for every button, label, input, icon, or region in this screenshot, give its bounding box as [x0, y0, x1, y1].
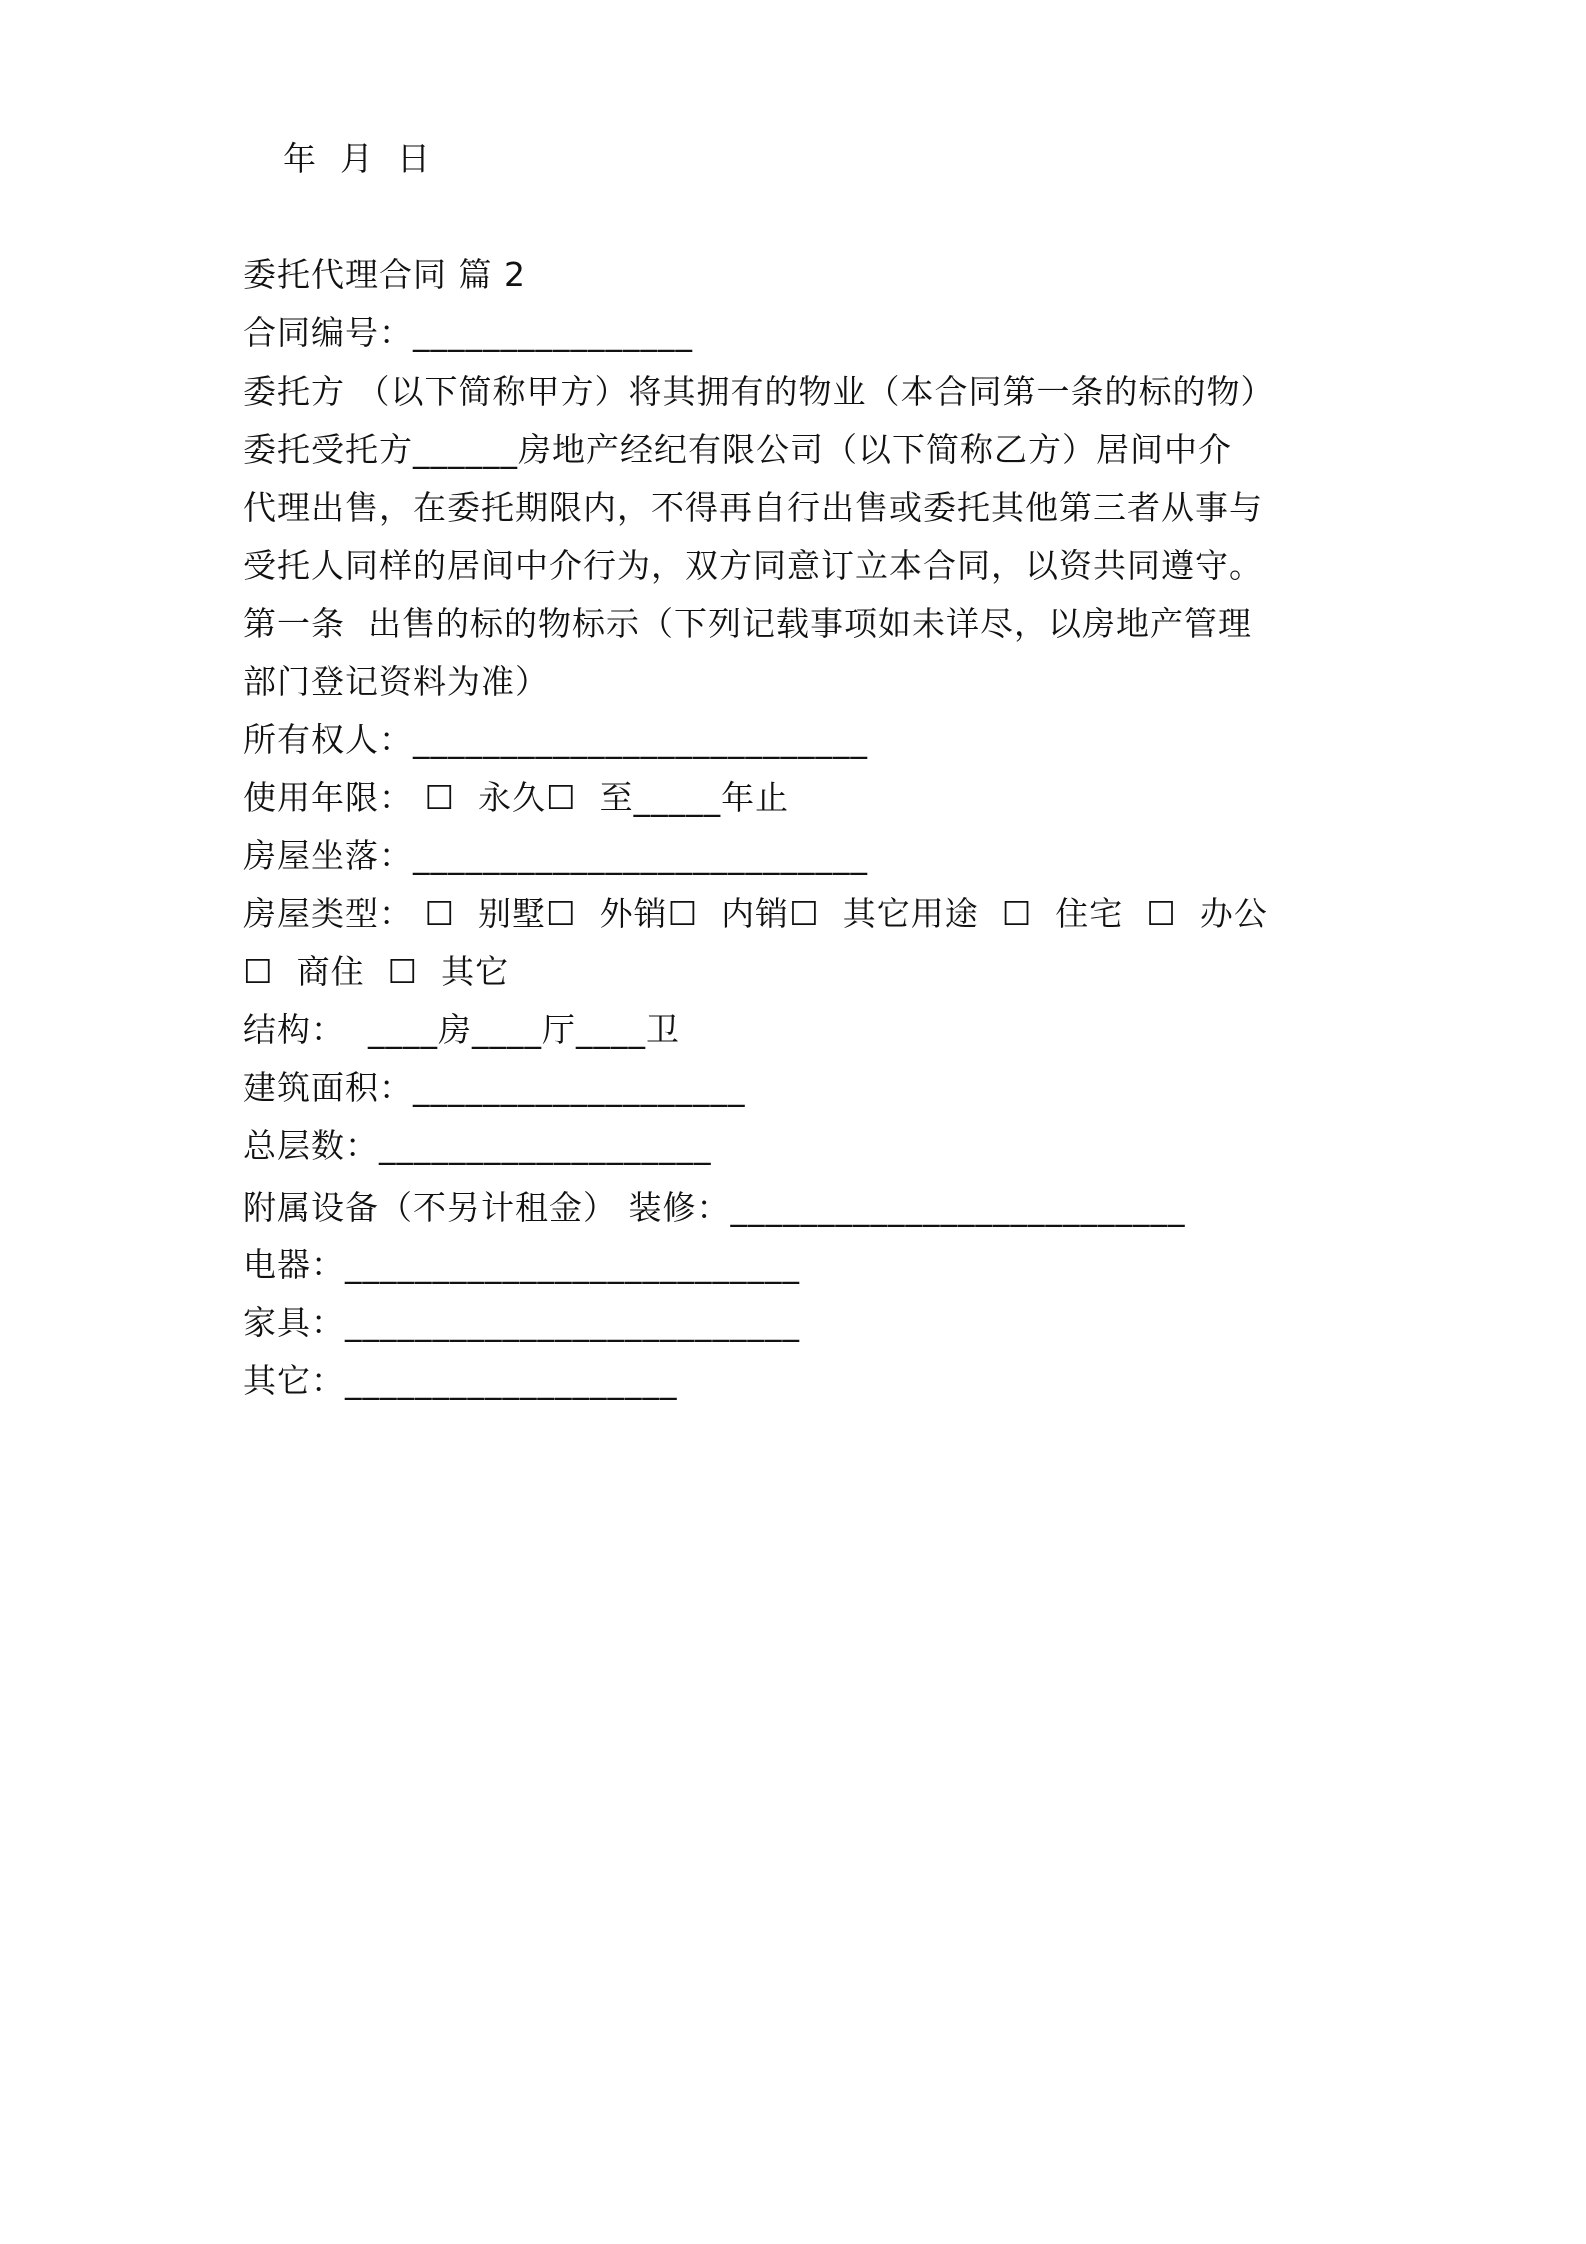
term-field: 使用年限： ☐ 永久☐ 至_____年止: [243, 778, 790, 817]
owner-field: 所有权人：__________________________: [243, 720, 868, 759]
house-type-field: 房屋类型： ☐ 别墅☐ 外销☐ 内销☐ 其它用途 ☐ 住宅 ☐ 办公: [243, 894, 1268, 933]
intro-line-4: 受托人同样的居间中介行为，双方同意订立本合同，以资共同遵守。: [243, 546, 1263, 585]
area-field: 建筑面积：___________________: [243, 1068, 746, 1107]
intro-line-2: 委托受托方______房地产经纪有限公司（以下简称乙方）居间中介: [243, 430, 1232, 469]
location-field: 房屋坐落：__________________________: [243, 836, 868, 875]
floors-field: 总层数：___________________: [243, 1126, 712, 1165]
date-line: 年 月 日: [283, 139, 431, 178]
article-one-line-2: 部门登记资料为准）: [243, 662, 549, 701]
furniture-field: 家具：__________________________: [243, 1303, 800, 1342]
article-one-line-1: 第一条 出售的标的物标示（下列记载事项如未详尽，以房地产管理: [243, 604, 1252, 643]
intro-line-1: 委托方 （以下简称甲方）将其拥有的物业（本合同第一条的标的物）: [243, 372, 1275, 411]
other-field: 其它：___________________: [243, 1361, 678, 1400]
section-heading: 委托代理合同 篇 2: [243, 255, 526, 294]
contract-number-field: 合同编号：________________: [243, 313, 693, 352]
structure-field: 结构： ____房____厅____卫: [243, 1010, 680, 1049]
intro-line-3: 代理出售，在委托期限内，不得再自行出售或委托其他第三者从事与: [243, 488, 1263, 527]
appliances-field: 电器：__________________________: [243, 1245, 800, 1284]
house-type-field-continued: ☐ 商住 ☐ 其它: [243, 952, 510, 991]
equipment-field: 附属设备（不另计租金） 装修：__________________________: [243, 1188, 1186, 1227]
